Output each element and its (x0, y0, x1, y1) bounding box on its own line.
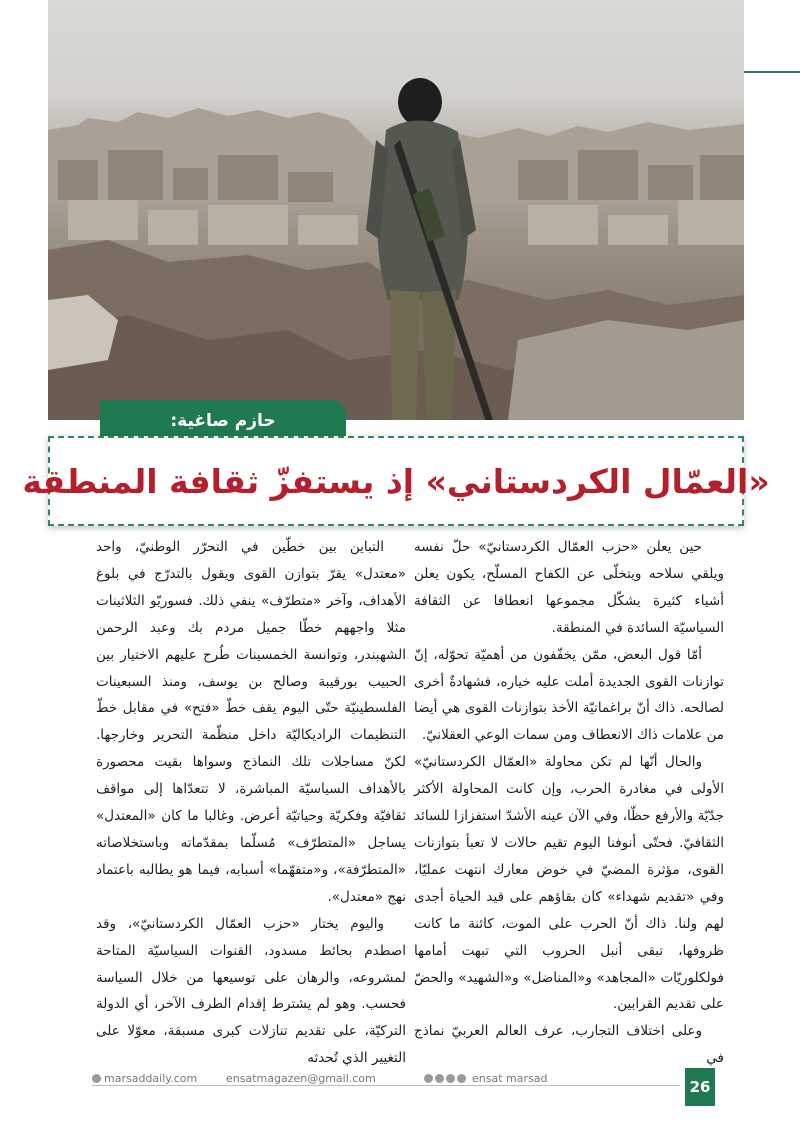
facebook-icon (424, 1074, 433, 1083)
paragraph: التباين بين خطّين في التحرّر الوطنيّ، واحد «معتدل» يقرّ بتوازن القوى ويقول بالتدرّج في بلوغ الأهداف، وآخر «متطرّف» ينفي ذلك. فسوريّو الثلاثينات مثلا واجههم خطّا جميل مردم بك وعبد الرحمن الشهبندر، وتوانسة الخمسينات طُرح عليهم الاختيار بين الحبيب بورقيبة وصالح بن يوسف، ومنذ السبعينات الفلسطينيّة حتّى اليوم يقف خطّ «فتح» في مقابل خطّ التنظيمات الراديكاليّة داخل منظّمة التحرير وخارجها. لكنّ مساجلات تلك النماذج وسواها بقيت محصورة بالأهداف السياسيّة المباشرة، لا تتعدّاها إلى مواقف ثقافيّة وفكريّة وحياتيّة أعرض. وغالبا ما كان «المعتدل» يساجل «المتطرّف» مُسلّما بمقدّماته وباستخلاصاته «المتطرّفة»، و«متفهّما» أسبابه، فيما هو يطالبه باعتماد نهج «معتدل». (96, 539, 406, 905)
author-name: حازم صاغية: (170, 411, 276, 431)
footer-social[interactable] (424, 1072, 547, 1085)
paragraph: وعلى اختلاف التجارب، عرف العالم العربيّ نماذج في (414, 1023, 724, 1067)
website-text: marsaddaily.com (104, 1072, 198, 1085)
globe-icon (92, 1074, 101, 1083)
page-number: 26 (689, 1078, 711, 1096)
article-title: «العمّال الكردستاني» إذ يستفزّ ثقافة المنطقة (22, 461, 770, 501)
footer-divider (92, 1085, 680, 1086)
hero-photo (48, 0, 744, 420)
youtube-icon (457, 1074, 466, 1083)
title-box (22, 436, 770, 526)
paragraph: حين يعلن «حزب العمّال الكردستانيّ» حلّ نفسه ويلقي سلاحه ويتخلّى عن الكفاح المسلّح، يكون يعلن أشياء كثيرة يشكّل مجموعها انعطافا عن الثقافة السياسيّة السائدة في المنطقة. (414, 539, 724, 636)
paragraph: واليوم يختار «حزب العمّال الكردستانيّ»، وقد اصطدم بحائط مسدود، القنوات السياسيّة المتاحة لمشروعه، والرهان على توسيعها من خلال السياسة فحسب. وهو لم يشترط إقدام الطرف الآخر، أي الدولة التركيّة، على تقديم تنازلات كبرى مسبقة، معوّلا على التغيير الذي تُحدثه (96, 915, 406, 1067)
page-footer (0, 1068, 800, 1118)
page-number-badge (685, 1068, 715, 1106)
social-handle-text: ensat marsad (472, 1072, 548, 1085)
top-accent-line (744, 71, 800, 73)
war-ruins-illustration (48, 0, 744, 420)
footer-website[interactable] (92, 1072, 197, 1085)
email-text: ensatmagazen@gmail.com (226, 1072, 376, 1085)
instagram-icon (446, 1074, 455, 1083)
twitter-icon (435, 1074, 444, 1083)
paragraph: أمّا قول البعض، ممّن يخفّفون من أهميّة تحوّله، إنّ توازنات القوى الجديدة أملت عليه خياره، فشهادةٌ أخرى لصالحه. ذاك أنّ براغماتيّة الأخذ بتوازنات القوى هي أيضا من علامات ذاك الانعطاف ومن سمات الوعي العقلانيّ. (414, 646, 724, 744)
article-column-left (96, 534, 406, 1072)
paragraph: والحال أنّها لم تكن محاولة «العمّال الكردستانيّ» الأولى في مغادرة الحرب، وإن كانت المحاولة الأكثر جدّيّة والأرفع حظّا، وفي الآن عينه الأشدّ استفزازا للسائد الثقافيّ. فحتّى أنوفنا اليوم تقيم حالات لا تعبأ بتوازنات القوى، مؤثرة المضيّ في خوض معارك انتهت عمليّا، وفي «تقديم شهداء» كان بقاؤهم على قيد الحياة أجدى لهم ولنا. ذاك أنّ الحرب على الموت، كائنة ما كانت ظروفها، تبقى أنبل الحروب التي تبهت أمامها فولكلوريّات «المجاهد» و«المناضل» و«الشهيد» والحضّ على تقديم القرابين. (414, 754, 724, 1013)
article-column-right (414, 534, 724, 1072)
footer-email[interactable] (226, 1072, 376, 1085)
